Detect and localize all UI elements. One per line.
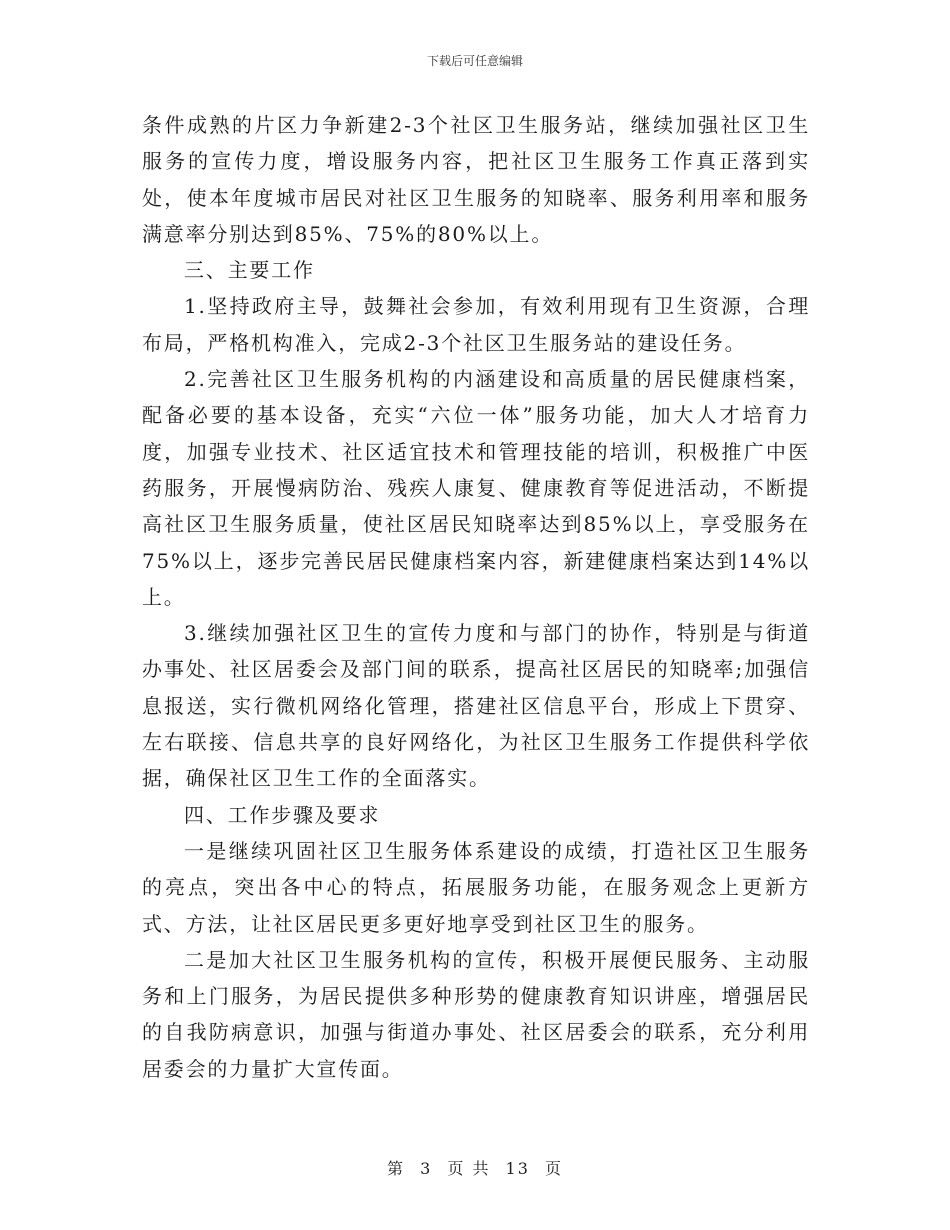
page-footer	[0, 1156, 950, 1179]
header-note: 下载后可任意编辑	[426, 54, 523, 68]
footer-suffix: 页	[545, 1159, 564, 1178]
page-header	[0, 52, 950, 69]
paragraph-step-2: 二是加大社区卫生服务机构的宣传，积极开展便民服务、主动服务和上门服务，为居民提供多种形势的健康教育知识讲座，增强居民的自我防病意识，加强与街道办事处、社区居委会的联系，充分利用居委会的力量扩大宣传面。	[142, 947, 810, 1081]
paragraph-step-1: 一是继续巩固社区卫生服务体系建设的成绩，打造社区卫生服务的亮点，突出各中心的特点，拓展服务功能，在服务观念上更新方式、方法，让社区居民更多更好地享受到社区卫生的服务。	[142, 838, 810, 936]
section-heading-steps: 四、工作步骤及要求	[184, 802, 381, 827]
paragraph-item-1: 1.坚持政府主导，鼓舞社会参加，有效利用现有卫生资源，合理布局，严格机构准入，完成2-3个社区卫生服务站的建设任务。	[142, 294, 810, 355]
total-page-count: 13	[505, 1159, 530, 1178]
footer-prefix: 第	[386, 1159, 405, 1178]
section-heading-main-work: 三、主要工作	[184, 258, 315, 283]
document-body	[142, 107, 810, 1087]
footer-middle: 页 共	[447, 1159, 491, 1178]
paragraph-1: 条件成熟的片区力争新建2-3个社区卫生服务站，继续加强社区卫生服务的宣传力度，增设服务内容，把社区卫生服务工作真正落到实处，使本年度城市居民对社区卫生服务的知晓率、服务利用率和服务满意率分别达到85%、75%的80%以上。	[142, 113, 810, 246]
current-page-number: 3	[420, 1159, 433, 1178]
paragraph-item-3: 3.继续加强社区卫生的宣传力度和与部门的协作，特别是与街道办事处、社区居委会及部门间的联系，提高社区居民的知晓率;加强信息报送，实行微机网络化管理，搭建社区信息平台，形成上下贯穿、左右联接、信息共享的良好网络化，为社区卫生服务工作提供科学依据，确保社区卫生工作的全面落实。	[142, 621, 810, 791]
paragraph-item-2: 2.完善社区卫生服务机构的内涵建设和高质量的居民健康档案，配备必要的基本设备，充实“六位一体”服务功能，加大人才培育力度，加强专业技术、社区适宜技术和管理技能的培训，积极推广中医药服务，开展慢病防治、残疾人康复、健康教育等促进活动，不断提高社区卫生服务质量，使社区居民知晓率达到85%以上，享受服务在75%以上，逐步完善民居民健康档案内容，新建健康档案达到14%以上。	[142, 367, 810, 609]
